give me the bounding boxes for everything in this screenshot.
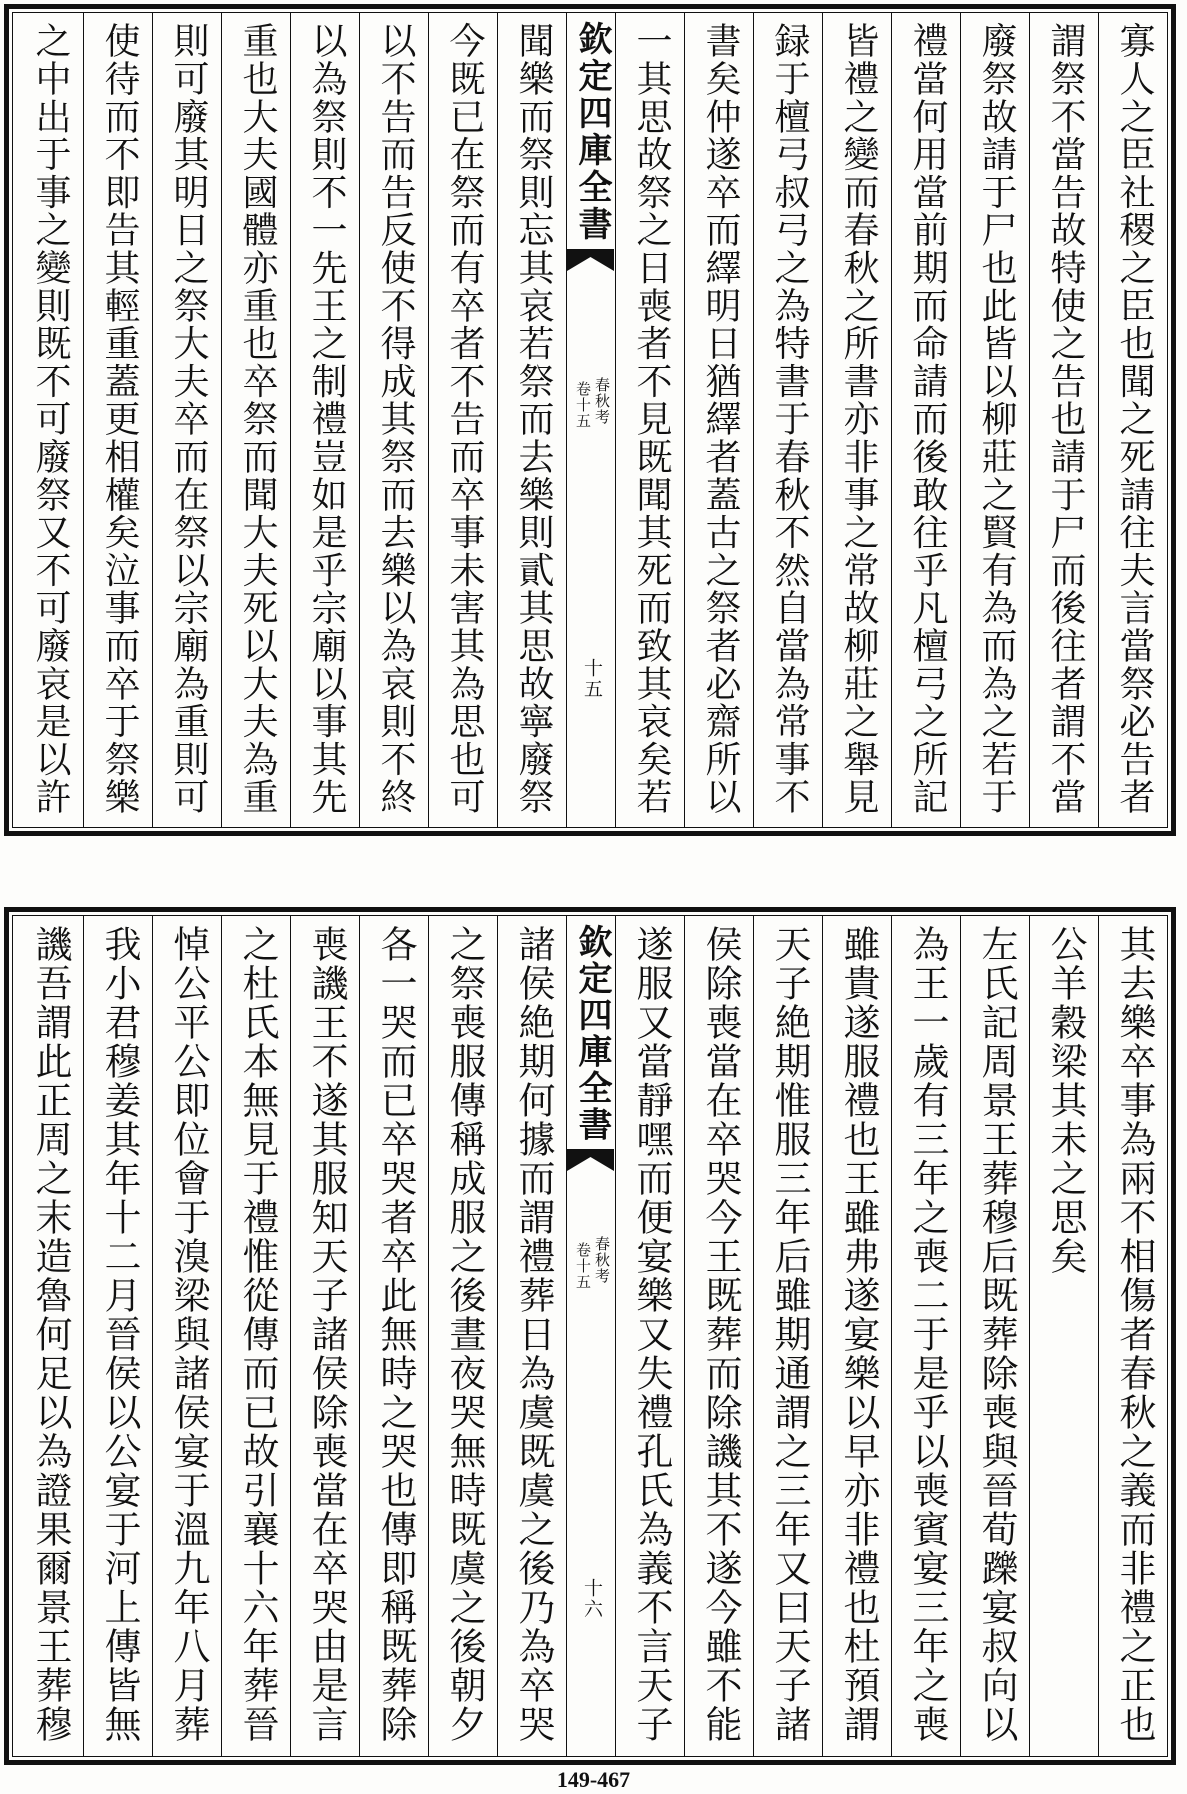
text-column: 左氏記周景王葬穆后既葬除喪與晉荀躒宴叔向以 (960, 916, 1029, 1756)
text-column: 寡人之臣社稷之臣也聞之死請往夫言當祭必告者 (1098, 13, 1167, 827)
text-column: 我小君穆姜其年十二月晉侯以公宴于河上傳皆無 (83, 916, 152, 1756)
text-column: 之祭喪服傳稱成服之後晝夜哭無時既虞之後朝夕 (428, 916, 497, 1756)
banxin-folio-number: 十六 (581, 1578, 603, 1620)
bottom-page-text-block (12, 915, 1168, 1757)
text-column: 其去樂卒事為兩不相傷者春秋之義而非禮之正也 (1098, 916, 1167, 1756)
text-column: 悼公平公即位會于溴梁與諸侯宴于溫九年八月葬 (152, 916, 221, 1756)
text-column: 公羊穀梁其未之思矣 (1029, 916, 1098, 1756)
text-column: 禮當何用當前期而命請而後敢往乎凡檀弓之所記 (891, 13, 960, 827)
center-fold-column (566, 916, 615, 1756)
text-column: 天子絶期惟服三年后雖期通謂之三年又曰天子諸 (753, 916, 822, 1756)
text-column: 聞樂而祭則忘其哀若祭而去樂則貳其思故寧廢祭 (497, 13, 566, 827)
text-column: 諸侯絶期何據而謂禮葬日為虞既虞之後乃為卒哭 (497, 916, 566, 1756)
text-column: 廢祭故請于尸也此皆以柳莊之賢有為而為之若于 (960, 13, 1029, 827)
text-column: 之中出于事之變則既不可廢祭又不可廢哀是以許 (30, 22, 71, 816)
text-column: 皆禮之變而春秋之所書亦非事之常故柳莊之舉見 (822, 13, 891, 827)
banxin-juan-number: 卷十五 (574, 1242, 592, 1290)
text-column: 使待而不即告其輕重蓋更相權矣泣事而卒于祭樂 (83, 13, 152, 827)
text-column: 譏吾謂此正周之末造魯何足以為證果爾景王葬穆 (29, 925, 72, 1744)
reprint-page-number: 149-467 (556, 1767, 631, 1792)
text-column: 今既已在祭而有卒者不告而卒事未害其為思也可 (428, 13, 497, 827)
banxin-book-title: 欽定四庫全書 (572, 21, 612, 243)
text-column: 雖貴遂服禮也王雖弗遂宴樂以早亦非禮也杜預謂 (822, 916, 891, 1756)
banxin-juan-number: 卷十五 (574, 381, 592, 429)
top-page-text-block (12, 12, 1168, 828)
fishtail-mark-icon (567, 249, 614, 279)
text-column: 為王一歲有三年之喪二于是乎以喪賓宴三年之喪 (891, 916, 960, 1756)
text-column: 則可廢其明日之祭大夫卒而在祭以宗廟為重則可 (152, 13, 221, 827)
center-fold-column (566, 13, 615, 827)
text-column: 一其思故祭之日喪者不見既聞其死而致其哀矣若 (615, 13, 684, 827)
top-page-frame (4, 4, 1176, 836)
text-column: 謂祭不當告故特使之告也請于尸而後往者謂不當 (1029, 13, 1098, 827)
text-column: 各一哭而已卒哭者卒此無時之哭也傳即稱既葬除 (359, 916, 428, 1756)
text-column: 以為祭則不一先王之制禮豈如是乎宗廟以事其先 (290, 13, 359, 827)
text-column: 之杜氏本無見于禮惟從傳而已故引襄十六年葬晉 (221, 916, 290, 1756)
banxin-work-title: 春秋考 (593, 377, 611, 425)
text-column: 以不告而告反使不得成其祭而去樂以為哀則不終 (359, 13, 428, 827)
text-column: 重也大夫國體亦重也卒祭而聞大夫死以大夫為重 (221, 13, 290, 827)
banxin-work-title: 春秋考 (593, 1236, 611, 1284)
banxin-book-title: 欽定四庫全書 (572, 924, 612, 1143)
text-column: 書矣仲遂卒而繹明日猶繹者蓋古之祭者必齋所以 (684, 13, 753, 827)
text-column: 録于檀弓叔弓之為特書于春秋不然自當為常事不 (753, 13, 822, 827)
text-column: 侯除喪當在卒哭今王既葬而除譏其不遂今雖不能 (684, 916, 753, 1756)
fishtail-mark-icon (567, 1149, 614, 1179)
text-column: 喪譏王不遂其服知天子諸侯除喪當在卒哭由是言 (290, 916, 359, 1756)
text-column: 遂服又當靜嘿而便宴樂又失禮孔氏為義不言天子 (615, 916, 684, 1756)
banxin-folio-number: 十五 (581, 658, 603, 700)
bottom-page-frame (4, 907, 1176, 1765)
